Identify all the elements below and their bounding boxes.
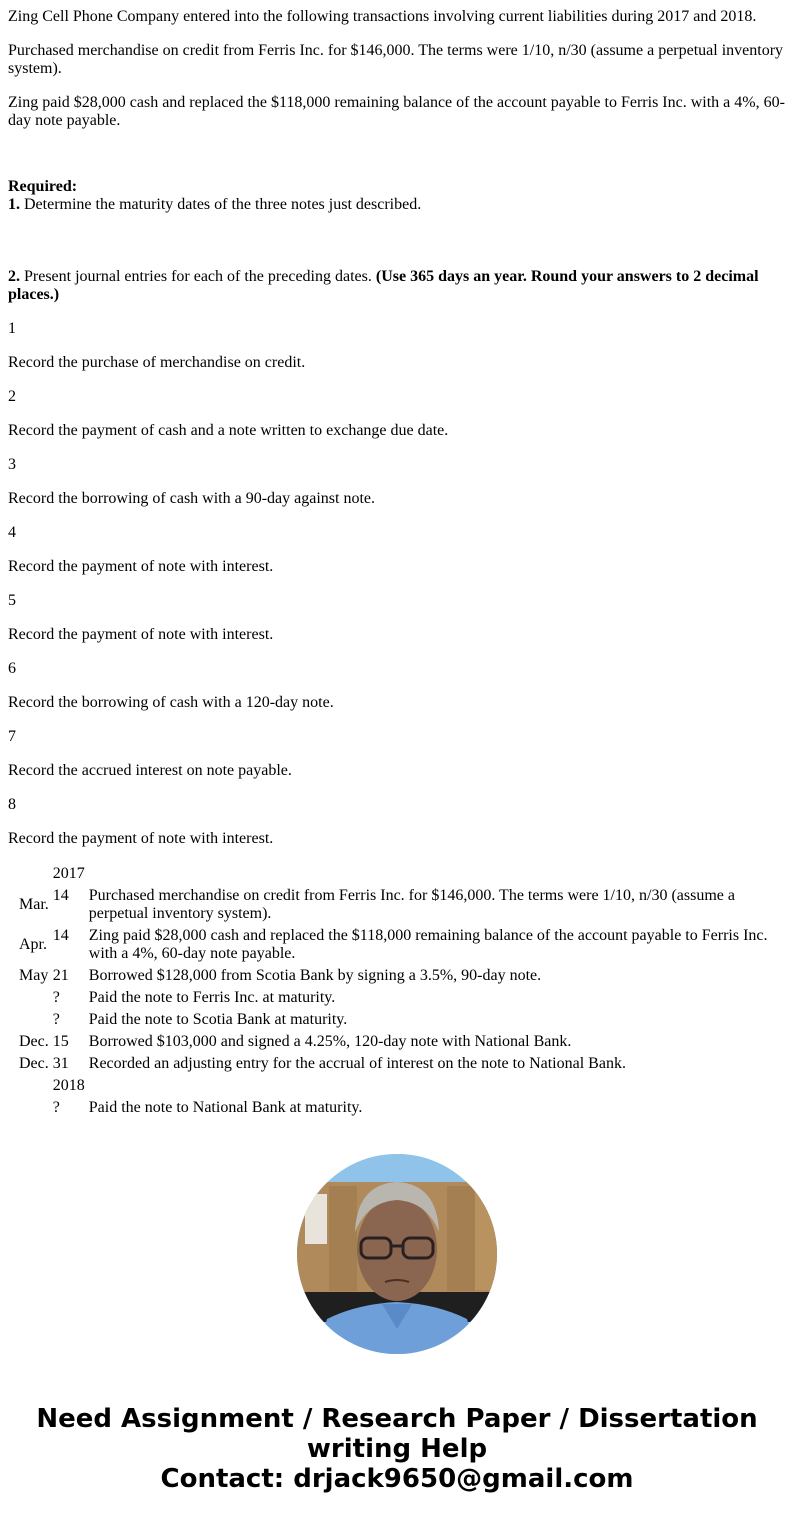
step-number: 5 [8, 592, 16, 609]
description-cell: Recorded an adjusting entry for the accrual of interest on the note to National Bank. [88, 1055, 626, 1072]
required-item-2 [8, 268, 786, 304]
description-cell: Paid the note to National Bank at maturity. [88, 1099, 363, 1116]
table-row [18, 988, 784, 1008]
journal-steps-list [8, 320, 786, 848]
table-row [18, 886, 784, 924]
required-section [8, 178, 786, 214]
step-number: 4 [8, 524, 16, 541]
promo-contact: Contact: drjack9650@gmail.com [160, 1464, 634, 1494]
day-cell: 14 [52, 927, 69, 944]
day-cell: 21 [52, 967, 69, 984]
author-photo [297, 1154, 497, 1354]
description-cell: Borrowed $128,000 from Scotia Bank by signing a 3.5%, 90-day note. [88, 967, 542, 984]
promo-banner [8, 1404, 786, 1494]
step-number: 3 [8, 456, 16, 473]
day-cell: ? [52, 1099, 60, 1116]
portrait-image-icon [297, 1154, 497, 1354]
table-row [18, 1032, 784, 1052]
month-cell: May [19, 967, 49, 984]
step-text: Record the payment of cash and a note written to exchange due date. [8, 422, 449, 439]
month-cell [18, 1098, 50, 1118]
required-item-1-number: 1. [8, 196, 20, 213]
year-label: 2017 [52, 865, 85, 882]
step-number: 8 [8, 796, 16, 813]
step-text: Record the accrued interest on note payable. [8, 762, 292, 779]
day-cell: 31 [52, 1055, 69, 1072]
promo-headline: Need Assignment / Research Paper / Dissertation writing Help [36, 1404, 758, 1464]
required-item-2-number: 2. [8, 268, 20, 285]
author-photo-container [8, 1154, 786, 1354]
step-text: Record the payment of note with interest. [8, 558, 274, 575]
step-number: 2 [8, 388, 16, 405]
month-cell: Dec. [19, 1033, 49, 1050]
step-text: Record the payment of note with interest. [8, 626, 274, 643]
table-row [18, 926, 784, 964]
description-cell: Paid the note to Scotia Bank at maturity. [88, 1011, 348, 1028]
required-heading: Required: [8, 178, 78, 195]
intro-paragraph-2: Purchased merchandise on credit from Ferris Inc. for $146,000. The terms were 1/10, n/30 (assume a perpetual inventory system). [8, 42, 784, 77]
month-cell: Apr. [19, 936, 47, 953]
day-cell: 14 [52, 887, 69, 904]
required-item-1 [8, 196, 421, 213]
day-cell: ? [52, 989, 60, 1006]
step-number: 7 [8, 728, 16, 745]
month-cell: Dec. [19, 1055, 49, 1072]
intro-paragraph-3: Zing paid $28,000 cash and replaced the $118,000 remaining balance of the account payable to Ferris Inc. with a 4%, 60-day note payable. [8, 94, 785, 129]
step-text: Record the payment of note with interest. [8, 830, 274, 847]
step-text: Record the purchase of merchandise on credit. [8, 354, 306, 371]
required-item-2-text: Present journal entries for each of the preceding dates. [20, 268, 376, 285]
table-row-year [18, 864, 784, 884]
month-cell: Mar. [19, 896, 49, 913]
description-cell: Borrowed $103,000 and signed a 4.25%, 120-day note with National Bank. [88, 1033, 572, 1050]
required-item-2-instruction: (Use 365 days an year. Round your answers to 2 decimal places.) [8, 268, 759, 303]
step-text: Record the borrowing of cash with a 90-day against note. [8, 490, 376, 507]
step-number: 1 [8, 320, 16, 337]
table-row [18, 1010, 784, 1030]
description-cell: Paid the note to Ferris Inc. at maturity. [88, 989, 336, 1006]
required-item-1-text: Determine the maturity dates of the three notes just described. [20, 196, 422, 213]
step-number: 6 [8, 660, 16, 677]
description-cell: Zing paid $28,000 cash and replaced the $118,000 remaining balance of the account payable to Ferris Inc. with a 4%, 60-day note payable. [88, 927, 768, 962]
month-cell [18, 988, 50, 1008]
table-row-year [18, 1076, 784, 1096]
year-label: 2018 [52, 1077, 85, 1094]
transactions-table [16, 862, 786, 1120]
month-cell [18, 1010, 50, 1030]
day-cell: ? [52, 1011, 60, 1028]
day-cell: 15 [52, 1033, 69, 1050]
description-cell: Purchased merchandise on credit from Ferris Inc. for $146,000. The terms were 1/10, n/30 (assume a perpetual inventory system). [88, 887, 735, 922]
step-text: Record the borrowing of cash with a 120-day note. [8, 694, 334, 711]
intro-paragraph-1: Zing Cell Phone Company entered into the following transactions involving current liabilities during 2017 and 2018. [8, 8, 757, 25]
table-row [18, 1098, 784, 1118]
table-row [18, 966, 784, 986]
table-row [18, 1054, 784, 1074]
